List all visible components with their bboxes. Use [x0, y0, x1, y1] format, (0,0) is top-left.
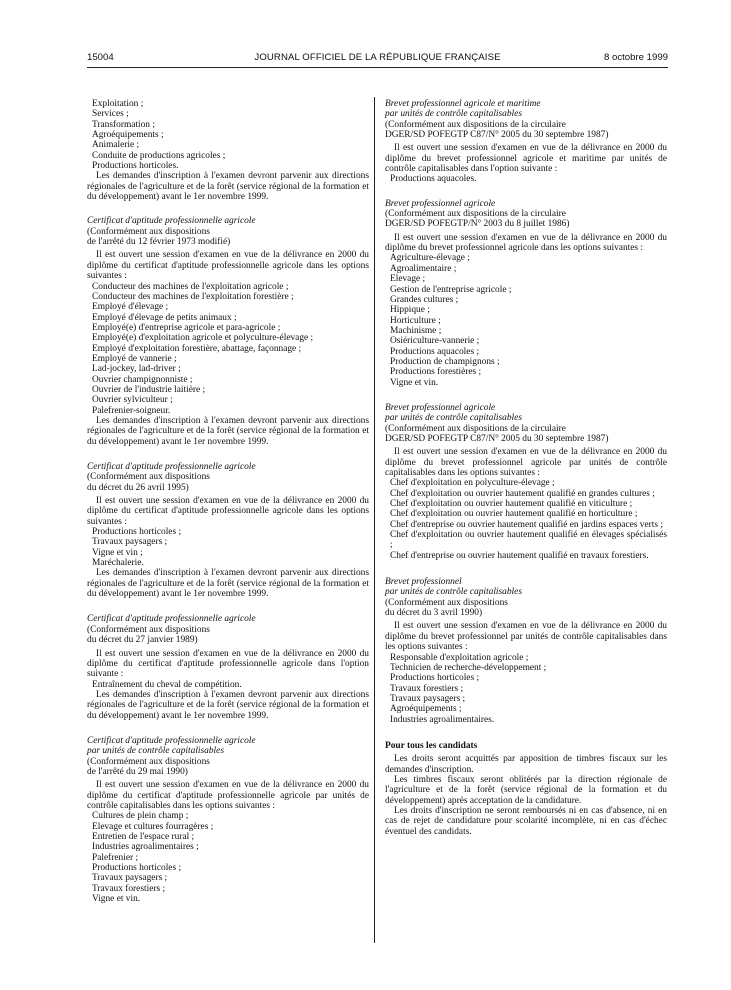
section-deadline: Les demandes d'inscription à l'examen devront parvenir aux directions régionales de l'agriculture et de la forêt (service régional de la formation et du développement) avant le 1er novembre 1999. — [87, 689, 369, 721]
option-item: Chef d'exploitation ou ouvrier hautement qualifié en horticulture ; — [390, 509, 638, 520]
option-item: Conduite de productions agricoles ; — [92, 150, 226, 161]
section-reference: (Conformément aux dispositions de la circulaire — [385, 119, 566, 130]
section-bpam-ucc — [385, 99, 667, 185]
section-all-candidates — [385, 741, 667, 837]
section-reference: (Conformément aux dispositions de la circulaire — [385, 209, 566, 220]
page-number: 15004 — [87, 52, 114, 63]
section-reference: de l'arrêté du 12 février 1973 modifié) — [87, 237, 231, 248]
option-item: Employé de vannerie ; — [92, 353, 177, 364]
section-reference: du décret du 27 janvier 1989) — [87, 635, 198, 646]
section-subtitle: par unités de contrôle capitalisables — [385, 413, 522, 424]
option-item: Maréchalerie. — [92, 558, 144, 569]
section-reference: (Conformément aux dispositions — [87, 472, 210, 483]
option-item: Industries agroalimentaires ; — [92, 842, 199, 853]
section-subtitle: par unités de contrôle capitalisables — [385, 587, 522, 598]
option-item: Entretien de l'espace rural ; — [92, 832, 195, 842]
section-reference: de l'arrêté du 29 mai 1990) — [87, 766, 188, 777]
option-item: Productions horticoles. — [92, 161, 179, 172]
intro-option-list — [87, 99, 369, 171]
option-item: Employé d'élevage de petits animaux ; — [92, 312, 237, 323]
paragraph: Les droits seront acquittés par apposition de timbres fiscaux sur les demandes d'inscription. — [385, 754, 667, 775]
section-reference: (Conformément aux dispositions — [385, 597, 508, 608]
option-item: Productions forestières ; — [390, 367, 482, 378]
option-item: Agriculture-élevage ; — [390, 253, 470, 264]
section-title: Certificat d'aptitude professionnelle agricole — [87, 735, 256, 746]
option-item: Productions horticoles ; — [92, 863, 182, 874]
section-cap-1989 — [87, 614, 369, 720]
option-item: Elevage ; — [390, 274, 426, 285]
option-item: Vigne et vin. — [390, 377, 439, 388]
option-item: Vigne et vin ; — [92, 547, 143, 558]
section-title: Brevet professionnel — [385, 577, 462, 588]
option-item: Productions horticoles ; — [92, 527, 182, 538]
column-divider — [374, 97, 375, 943]
option-item: Employé(e) d'exploitation agricole et polyculture-élevage ; — [92, 333, 314, 344]
section-heading: Pour tous les candidats — [385, 740, 478, 751]
option-item: Travaux paysagers ; — [390, 693, 466, 704]
option-item: Elevage et cultures fourragères ; — [92, 821, 214, 832]
option-item: Agroéquipements ; — [390, 704, 462, 715]
option-item: Industries agroalimentaires. — [390, 714, 495, 725]
option-item: Production de champignons ; — [390, 356, 500, 367]
section-intro: Il est ouvert une session d'examen en vue de la délivrance en 2000 du diplôme du certificat d'aptitude professionnelle agricole par unités de contrôle capitalisables dans les options suivantes : — [87, 780, 369, 811]
section-title: Certificat d'aptitude professionnelle agricole — [87, 216, 256, 227]
section-bpa-1986 — [385, 199, 667, 388]
option-item: Travaux forestiers ; — [92, 883, 166, 894]
option-item: Technicien de recherche-développement ; — [390, 662, 547, 673]
section-reference: (Conformément aux dispositions — [87, 226, 210, 237]
section-title: Brevet professionnel agricole — [385, 198, 496, 209]
option-item: Vigne et vin. — [92, 894, 141, 905]
section-title: Brevet professionnel agricole — [385, 402, 496, 413]
option-item: Employé(e) d'entreprise agricole et para-agricole ; — [92, 322, 281, 333]
section-reference: du décret du 26 avril 1995) — [87, 482, 189, 493]
option-item: Animalerie ; — [92, 140, 140, 151]
publication-date: 8 octobre 1999 — [603, 52, 668, 63]
option-item: Employé d'exploitation forestière, abattage, façonnage ; — [92, 343, 302, 354]
intro-deadline: Les demandes d'inscription à l'examen devront parvenir aux directions régionales de l'agriculture et de la forêt (service régional de la formation et du développement) avant le 1er novembre 1999. — [87, 171, 369, 203]
option-item: Agroalimentaire ; — [390, 263, 457, 274]
section-title: Certificat d'aptitude professionnelle agricole — [87, 614, 256, 625]
section-reference: DGER/SD POFEGTP C87/N° 2005 du 30 septembre 1987) — [385, 433, 609, 444]
section-reference: (Conformément aux dispositions de la circulaire — [385, 423, 566, 434]
option-item: Ouvrier sylviculteur ; — [92, 395, 173, 406]
section-cap-1973 — [87, 216, 369, 447]
section-intro: Il est ouvert une session d'examen en vue de la délivrance en 2000 du diplôme du brevet professionnel agricole et maritime par unités de contrôle capitalisables dans l'option suivante : — [385, 143, 667, 175]
section-cap-ucc-1990 — [87, 736, 369, 905]
option-item: Responsable d'exploitation agricole ; — [390, 652, 529, 663]
option-item: Chef d'exploitation ou ouvrier hautement qualifié en grandes cultures ; — [390, 488, 655, 499]
section-title: Certificat d'aptitude professionnelle agricole — [87, 462, 256, 472]
section-intro: Il est ouvert une session d'examen en vue de la délivrance en 2000 du diplôme du brevet professionnel agricole par unités de contrôle capitalisables dans les options suivantes : — [385, 447, 667, 478]
option-item: Chef d'entreprise ou ouvrier hautement qualifié en travaux forestiers. — [390, 550, 649, 561]
option-item: Palefrenier-soigneur. — [92, 405, 171, 416]
section-reference: (Conformément aux dispositions — [87, 756, 210, 767]
option-item: Cultures de plein champ ; — [92, 811, 189, 822]
option-item: Exploitation ; — [92, 99, 144, 109]
option-item: Agroéquipements ; — [92, 130, 164, 141]
paragraph: Les timbres fiscaux seront oblitérés par la direction régionale de l'agriculture et de la forêt (service régional de la formation et du développement) après acceptation de la candidature. — [385, 774, 667, 806]
option-item: Conducteur des machines de l'exploitation agricole ; — [92, 281, 289, 292]
option-item: Hippique ; — [390, 305, 430, 316]
option-item: Travaux paysagers ; — [92, 873, 168, 884]
section-intro: Il est ouvert une session d'examen en vue de la délivrance en 2000 du diplôme du certificat d'aptitude professionnelle agricole dans les options suivantes : — [87, 250, 369, 282]
option-item: Chef d'exploitation ou ouvrier hautement qualifié en viticulture ; — [390, 499, 633, 510]
page-header — [87, 52, 668, 66]
section-intro: Il est ouvert une session d'examen en vue de la délivrance en 2000 du diplôme du brevet professionnel par unités de contrôle capitalisables dans les options suivantes : — [385, 621, 667, 653]
option-item: Conducteur des machines de l'exploitation forestière ; — [92, 291, 294, 302]
left-column — [87, 99, 369, 904]
section-intro: Il est ouvert une session d'examen en vue de la délivrance en 2000 du diplôme du certificat d'aptitude professionnelle agricole dans les options suivantes : — [87, 496, 369, 527]
section-title: Brevet professionnel agricole et maritime — [385, 99, 541, 109]
option-item: Palefrenier ; — [92, 852, 139, 863]
option-item: Machinisme ; — [390, 325, 442, 336]
journal-title: JOURNAL OFFICIEL DE LA RÉPUBLIQUE FRANÇAISE — [254, 52, 501, 63]
section-intro: Il est ouvert une session d'examen en vue de la délivrance en 2000 du diplôme du certificat d'aptitude professionnelle agricole dans l'option suivante : — [87, 648, 369, 680]
option-item: Services ; — [92, 109, 129, 120]
option-item: Chef d'exploitation ou ouvrier hautement qualifié en élevages spécialisés ; — [390, 530, 667, 551]
section-reference: (Conformément aux dispositions — [87, 624, 210, 635]
header-rule — [87, 67, 668, 68]
section-intro: Il est ouvert une session d'examen en vue de la délivrance en 2000 du diplôme du brevet professionnel agricole dans les options suivantes : — [385, 232, 667, 254]
section-reference: DGER/SD POFEGTP C87/N° 2005 du 30 septembre 1987) — [385, 130, 609, 141]
section-deadline: Les demandes d'inscription à l'examen devront parvenir aux directions régionales de l'agriculture et de la forêt (service régional de la formation et du développement) avant le 1er novembre 1999. — [87, 415, 369, 447]
option-item: Productions horticoles ; — [390, 673, 480, 684]
option-item: Chef d'exploitation en polyculture-élevage ; — [390, 478, 555, 489]
option-item: Entraînement du cheval de compétition. — [92, 679, 242, 690]
section-deadline: Les demandes d'inscription à l'examen devront parvenir aux directions régionales de l'agriculture et de la forêt (service régional de la formation et du développement) avant le 1er novembre 1999. — [87, 568, 369, 600]
option-item: Productions aquacoles ; — [390, 346, 480, 357]
section-bpa-ucc — [385, 403, 667, 561]
paragraph: Les droits d'inscription ne seront remboursés ni en cas d'absence, ni en cas de rejet de candidature pour scolarité incomplète, ni en cas d'échec éventuel des candidats. — [385, 805, 667, 837]
option-item: Horticulture ; — [390, 315, 441, 326]
right-column — [385, 99, 667, 837]
section-bp-ucc-1990 — [385, 577, 667, 725]
section-subtitle: par unités de contrôle capitalisables — [385, 109, 522, 120]
option-item: Travaux forestiers ; — [390, 683, 464, 694]
option-item: Chef d'entreprise ou ouvrier hautement qualifié en jardins espaces verts ; — [390, 519, 663, 530]
option-item: Grandes cultures ; — [390, 294, 459, 305]
option-item: Travaux paysagers ; — [92, 537, 168, 548]
option-item: Employé d'élevage ; — [92, 302, 169, 313]
option-item: Transformation ; — [92, 119, 155, 130]
option-item: Osiériculture-vannerie ; — [390, 336, 480, 347]
section-cap-1995 — [87, 462, 369, 599]
option-item: Ouvrier de l'industrie laitière ; — [92, 384, 206, 395]
option-item: Productions aquacoles. — [390, 174, 477, 185]
section-reference: du décret du 3 avril 1990) — [385, 608, 483, 619]
section-subtitle: par unités de contrôle capitalisables — [87, 746, 224, 757]
option-item: Lad-jockey, lad-driver ; — [92, 364, 181, 375]
option-item: Ouvrier champignonniste ; — [92, 374, 193, 385]
option-item: Gestion de l'entreprise agricole ; — [390, 284, 512, 295]
section-reference: DGER/SD POFEGTP/N° 2003 du 8 juillet 1986) — [385, 219, 570, 230]
